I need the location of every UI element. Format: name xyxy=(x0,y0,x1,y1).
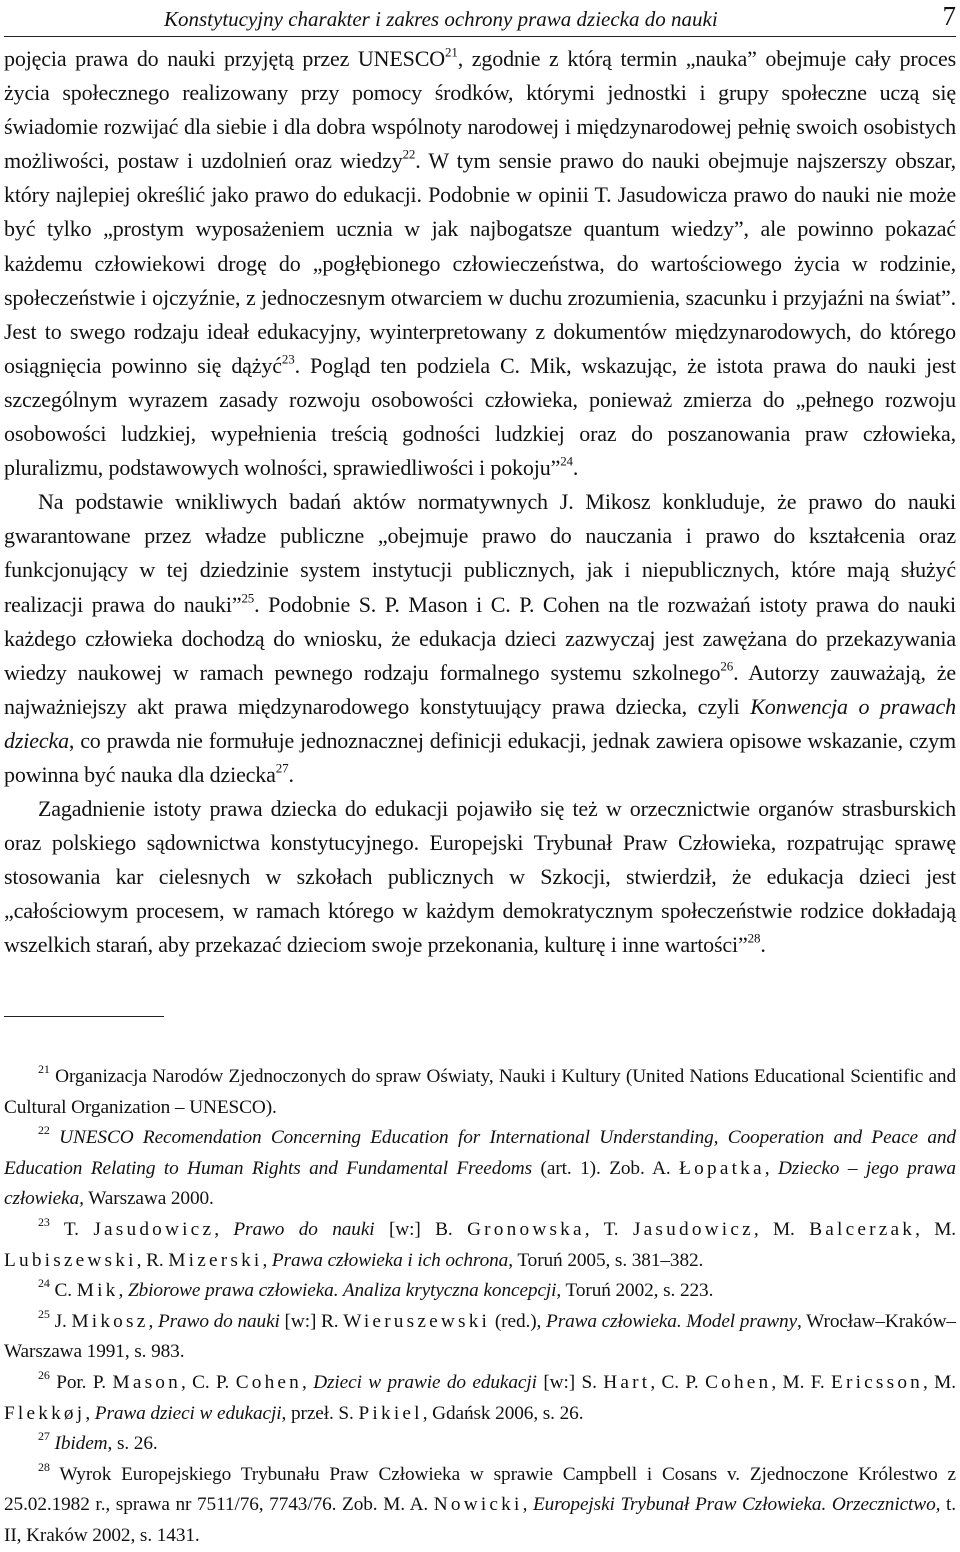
text-run: , C. P. xyxy=(180,1371,236,1393)
text-run: , Wrocław–Kraków–Warszawa 1991, s. 983. xyxy=(4,1310,956,1363)
footnote-number: 22 xyxy=(38,1123,50,1138)
author-name: Flekkøj xyxy=(4,1402,86,1424)
footnote-21 xyxy=(4,1062,956,1123)
italic-title: UNESCO Recomendation Concerning Education for International Understanding, Cooperation and Peace and Education Relating to Human Rights and Fundamental Freedoms xyxy=(4,1127,956,1179)
footnote-26 xyxy=(4,1368,956,1429)
footnote-ref: 27 xyxy=(275,760,289,776)
author-name: Cohen xyxy=(235,1371,303,1393)
author-name: Łopatka xyxy=(679,1157,765,1179)
footnote-separator xyxy=(4,1016,164,1017)
footnote-28 xyxy=(4,1460,956,1552)
italic-title: Dzieci w prawie do edukacji xyxy=(313,1371,537,1393)
paragraph-2 xyxy=(4,485,956,792)
text-run: , xyxy=(214,1218,234,1240)
author-name: Balcerzak xyxy=(809,1218,916,1240)
text-run: [w:] B. xyxy=(374,1218,468,1240)
italic-title: Zbiorowe prawa człowieka. Analiza krytyczna koncepcji xyxy=(127,1280,557,1302)
text-run: , M. xyxy=(915,1218,956,1240)
document-page xyxy=(4,0,957,1546)
text-run: , M. xyxy=(753,1218,810,1240)
page-header xyxy=(4,2,956,36)
footnote-ref: 24 xyxy=(560,453,573,469)
italic-title: Prawa człowieka. Model prawny xyxy=(546,1310,798,1332)
author-name: Mason xyxy=(112,1371,181,1393)
footnote-number: 25 xyxy=(38,1306,50,1321)
text-run: , M. xyxy=(923,1371,956,1393)
text-run: , przeł. S. xyxy=(281,1402,359,1424)
text-run: , xyxy=(764,1157,778,1179)
footnote-22 xyxy=(4,1123,956,1215)
text-run: T. xyxy=(63,1218,94,1240)
text-run: . xyxy=(288,761,294,787)
text-run: Por. P. xyxy=(56,1371,113,1393)
italic-title: Prawo do nauki xyxy=(233,1218,375,1240)
text-run: , xyxy=(302,1371,314,1393)
author-name: Mikosz xyxy=(71,1310,149,1332)
header-rule xyxy=(4,36,956,37)
footnote-number: 24 xyxy=(38,1276,50,1291)
footnote-ref: 25 xyxy=(241,589,255,605)
text-run: , zgodnie z którą termin „nauka” obejmuje cały proces życia społecznego realizowany przy pomocy środków, którymi jednostki i grupy społeczne uczą się świadomie rozwijać dla siebie i dla dobra wspólnoty narodowej i międzynarodowej pełnię swoich osobistych możliwości, postaw i uzdolnień oraz wiedzy xyxy=(4,46,956,174)
footnote-ref: 23 xyxy=(281,351,295,367)
footnote-ref: 26 xyxy=(720,657,734,673)
footnote-number: 26 xyxy=(38,1367,50,1382)
italic-title: Dziecko – jego prawa człowieka, xyxy=(4,1157,956,1210)
footnote-24 xyxy=(4,1276,956,1307)
footnote-27 xyxy=(4,1429,956,1460)
text-run: , Toruń 2002, s. 223. xyxy=(556,1280,714,1302)
author-name: Ericsson xyxy=(831,1371,924,1393)
text-run: , M. F. xyxy=(771,1371,831,1393)
text-run: , Gdańsk 2006, s. 26. xyxy=(422,1402,584,1424)
page-number: 7 xyxy=(942,1,956,31)
text-run: Zagadnienie istoty prawa dziecka do edukacji pojawiło się też w orzecznictwie organów strasburskich oraz polskiego sądownictwa konstytucyjnego. Europejski Trybunał Praw Człowieka, rozpatrując sprawę stosowania kar cielesnych w szkołach publicznych w Szkocji, stwierdził, że edukacja dzieci jest „całościowym procesem, w ramach którego w każdym demokratycznym społeczeństwie rodzice dokładają wszelkich starań, aby przekazać dzieciom swoje przekonania, kulturę i inne wartości” xyxy=(4,796,956,958)
text-run: Warszawa 2000. xyxy=(83,1188,214,1210)
footnote-number: 21 xyxy=(38,1062,50,1076)
author-name: Jasudowicz xyxy=(632,1218,754,1240)
text-run: . xyxy=(572,455,579,481)
text-run: , s. 26. xyxy=(107,1433,158,1455)
footnote-number: 27 xyxy=(38,1429,50,1444)
text-run: , xyxy=(522,1494,533,1516)
footnote-23 xyxy=(4,1215,956,1276)
text-run: , xyxy=(85,1402,95,1424)
running-title: Konstytucyjny charakter i zakres ochrony prawa dziecka do nauki xyxy=(164,7,718,31)
author-name: Hart xyxy=(603,1371,651,1393)
author-name: Jasudowicz xyxy=(93,1218,215,1240)
author-name: Cohen xyxy=(705,1371,772,1393)
text-run: . xyxy=(760,932,766,958)
text-run: (art. 1). Zob. A. xyxy=(532,1157,680,1179)
text-run: , xyxy=(118,1280,128,1302)
text-run: J. xyxy=(54,1310,72,1332)
author-name: Mizerski xyxy=(168,1249,263,1271)
footnote-ref: 21 xyxy=(445,44,458,60)
text-run: Wyrok Europejskiego Trybunału Praw Człowieka w sprawie Campbell i Cosans v. Zjednoczone Królestwo z 25.02.1982 r., sprawa nr 7511/76, 7743/76. Zob. M. A. xyxy=(4,1463,956,1516)
paragraph-3 xyxy=(4,792,956,962)
author-name: Nowicki xyxy=(433,1494,523,1516)
italic-title: Prawo do nauki xyxy=(157,1310,280,1332)
footnote-number: 23 xyxy=(38,1214,50,1229)
author-name: Pikiel xyxy=(358,1402,423,1424)
italic-title: Prawa dzieci w edukacji xyxy=(94,1402,282,1424)
author-name: Gronowska xyxy=(467,1218,585,1240)
footnote-25 xyxy=(4,1307,956,1368)
italic-title: Konwencja o prawach dziecka xyxy=(4,693,956,753)
text-run: C. xyxy=(54,1280,77,1302)
text-run: . W tym sensie prawo do nauki obejmuje najszerszy obszar, który najlepiej określić jako prawo do edukacji. Podobnie w opinii T. Jasudowicza prawo do nauki nie może być tylko „prostym wyposażeniem ucznia w jak najbogatsze quantum wiedzy”, ale powinno pokazać każdemu człowiekowi drogę do „pogłębionego człowieczeństwa, do wartościowego życia w rodzinie, społeczeństwie i ojczyźnie, z jednoczesnym otwarciem w duchu zrozumienia, szacunku i przyjaźni na świat”. Jest to swego rodzaju ideał edukacyjny, wyinterpretowany z dokumentów międzynarodowych, do którego osiągnięcia powinno się dążyć xyxy=(4,148,956,378)
text-run: , Toruń 2005, s. 381–382. xyxy=(508,1249,704,1271)
text-run: [w:] R. xyxy=(279,1310,344,1332)
italic-title: Europejski Trybunał Praw Człowieka. Orzecznictwo, xyxy=(532,1494,941,1516)
footnote-number: 28 xyxy=(38,1459,50,1474)
author-name: Wieruszewski xyxy=(343,1310,491,1332)
text-run: . Autorzy zauważają, że najważniejszy akt prawa międzynarodowego konstytuujący prawa dziecka, czyli xyxy=(4,659,956,719)
text-run: Organizacja Narodów Zjednoczonych do spraw Oświaty, Nauki i Kultury (United Nations Educational Scientific and Cultural Organization – UNESCO). xyxy=(4,1066,956,1118)
footnote-ref: 22 xyxy=(402,146,416,162)
text-run: , R. xyxy=(136,1249,169,1271)
text-run: t. II, Kraków 2002, s. 1431. xyxy=(4,1494,956,1546)
footnote-ref: 28 xyxy=(747,930,761,946)
text-run: , C. P. xyxy=(650,1371,706,1393)
author-name: Mik xyxy=(76,1280,119,1302)
footnotes xyxy=(4,1062,956,1552)
text-run: pojęcia prawa do nauki przyjętą przez UNESCO xyxy=(4,46,446,71)
paragraph-1 xyxy=(4,42,956,485)
text-run: Na podstawie wnikliwych badań aktów normatywnych J. Mikosz konkluduje, że prawo do nauki gwarantowane przez władze publiczne „obejmuje prawo do nauczania i prawo do kształcenia oraz funkcjonujący w tej dziedzinie system instytucji publicznych, jak i niepublicznych, które mają służyć realizacji prawa do nauki” xyxy=(4,489,956,617)
body-text xyxy=(4,42,956,963)
italic-title: Prawa człowieka i ich ochrona xyxy=(271,1249,509,1271)
text-run: , xyxy=(148,1310,158,1332)
text-run: . Podobnie S. P. Mason i C. P. Cohen na tle rozważań istoty prawa do nauki każdego człowieka dochodzą do wniosku, że edukacja dzieci zazwyczaj jest zawężana do przekazywania wiedzy naukowej w ramach pewnego rodzaju formalnego systemu szkolnego xyxy=(4,591,956,685)
text-run: . Pogląd ten podziela C. Mik, wskazując, że istota prawa do nauki jest szczególnym wyrazem zasady rozwoju osobowości człowieka, ponieważ zmierza do „pełnego rozwoju osobowości ludzkiej, wypełnienia treścią godności ludzkiej oraz do poszanowania praw człowieka, pluralizmu, podstawowych wolności, sprawiedliwości i pokoju” xyxy=(4,352,957,481)
author-name: Lubiszewski xyxy=(4,1249,137,1271)
text-run: (red.), xyxy=(490,1310,547,1332)
text-run: , T. xyxy=(584,1218,633,1240)
text-run: , co prawda nie formułuje jednoznacznej definicji edukacji, jednak zawiera opisowe wskazanie, czym powinna być nauka dla dziecka xyxy=(4,727,956,787)
italic-title: Ibidem xyxy=(54,1433,108,1455)
text-run: [w:] S. xyxy=(536,1371,604,1393)
text-run: , xyxy=(262,1249,272,1271)
